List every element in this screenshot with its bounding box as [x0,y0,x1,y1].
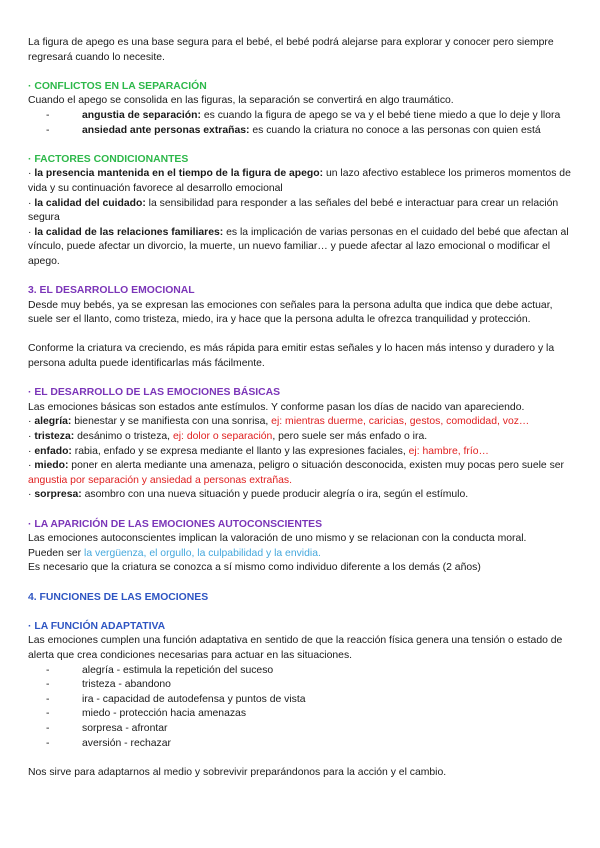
adaptativa-text: Las emociones cumplen una función adaptativa en sentido de que la reacción física genera una tensión o estado de alerta que crea condiciones necesarias para actuar en las situaciones. [28,635,563,661]
list-item: - miedo - protección hacia amenazas [46,708,247,720]
intro-paragraph: La figura de apego es una base segura para el bebé, el bebé podrá alejarse para explorar y conocer pero siempre regresará cuando lo necesite. [28,37,554,63]
autoconscientes-text: Las emociones autoconscientes implican la valoración de uno mismo y se relacionan con la conducta moral. [28,533,527,545]
adaptativa-closing: Nos sirve para adaptarnos al medio y sobrevivir preparándonos para la acción y el cambio. [28,766,447,778]
autoconscientes-examples: Pueden ser la vergüenza, el orgullo, la culpabilidad y la envidia. [28,547,321,559]
list-item: - ira - capacidad de autodefensa y puntos de vista [46,693,306,705]
list-item: - ansiedad ante personas extrañas: es cuando la criatura no conoce a las personas con quien está [46,124,541,136]
factor-item: · la presencia mantenida en el tiempo de la figura de apego: un lazo afectivo establece los primeros momentos de vida y su continuación favorece al desarrollo emocional [28,168,571,194]
factor-item: · la calidad del cuidado: la sensibilidad para responder a las señales del bebé e interactuar para crear un relación segura [28,197,559,224]
emotion-alegria: · alegría: bienestar y se manifiesta con una sonrisa, ej: mientras duerme, caricias, gestos, comodidad, voz… [28,416,530,428]
heading-basicas: · EL DESARROLLO DE LAS EMOCIONES BÁSICAS [28,387,281,399]
list-item: - angustia de separación: es cuando la figura de apego se va y el bebé tiene miedo a que lo deje y llora [46,109,561,121]
emotion-tristeza: · tristeza: desánimo o tristeza, ej: dolor o separación, pero suele ser más enfado o ira. [28,431,428,443]
factor-item: · la calidad de las relaciones familiares: es la implicación de varias personas en el cuidado del bebé que afectan al vínculo, puede afectar un divorcio, la muerte, un nuevo familiar… y puede afectar al lazo emocional o modificar el apego. [28,226,569,267]
desarrollo-paragraph-1: Desde muy bebés, ya se expresan las emociones con señales para la persona adulta que indica que debe actuar, suele ser el llanto, como tristeza, miedo, ira y hace que la persona adulta le ofrezca tranquilidad y protección. [28,299,553,326]
heading-funciones: 4. FUNCIONES DE LAS EMOCIONES [28,591,209,603]
list-item: - aversión - rechazar [46,737,171,749]
conflictos-text: Cuando el apego se consolida en las figuras, la separación se convertirá en algo traumático. [28,95,454,107]
emotion-enfado: · enfado: rabia, enfado y se expresa mediante el llanto y las expresiones faciales, ej: hambre, frío… [28,445,489,457]
document-page [28,36,580,780]
list-item: - sorpresa - afrontar [46,722,168,734]
heading-autoconscientes: · LA APARICIÓN DE LAS EMOCIONES AUTOCONSCIENTES [28,518,323,530]
heading-factores: · FACTORES CONDICIONANTES [28,153,189,165]
desarrollo-paragraph-2: Conforme la criatura va creciendo, es más rápida para emitir estas señales y lo hacen más intenso y duradero y la persona adulta puede identificarlas más fácilmente. [28,343,555,370]
heading-adaptativa: · LA FUNCIÓN ADAPTATIVA [28,620,166,632]
autoconscientes-text-2: Es necesario que la criatura se conozca a sí mismo como individuo diferente a los demás (2 años) [28,562,481,574]
emotion-sorpresa: · sorpresa: asombro con una nueva situación y puede producir alegría o ira, según el estímulo. [28,489,469,501]
heading-conflictos: · CONFLICTOS EN LA SEPARACIÓN [28,80,207,92]
heading-desarrollo: 3. EL DESARROLLO EMOCIONAL [28,285,195,297]
list-item: - tristeza - abandono [46,679,171,691]
emotion-miedo: · miedo: poner en alerta mediante una amenaza, peligro o situación desconocida, existen muy pocas pero suele ser angustia por separación y ansiedad a personas extrañas. [28,460,565,486]
basicas-text: Las emociones básicas son estados ante estímulos. Y conforme pasan los días de nacido van apareciendo. [28,401,525,413]
list-item: - alegría - estimula la repetición del suceso [46,664,274,676]
